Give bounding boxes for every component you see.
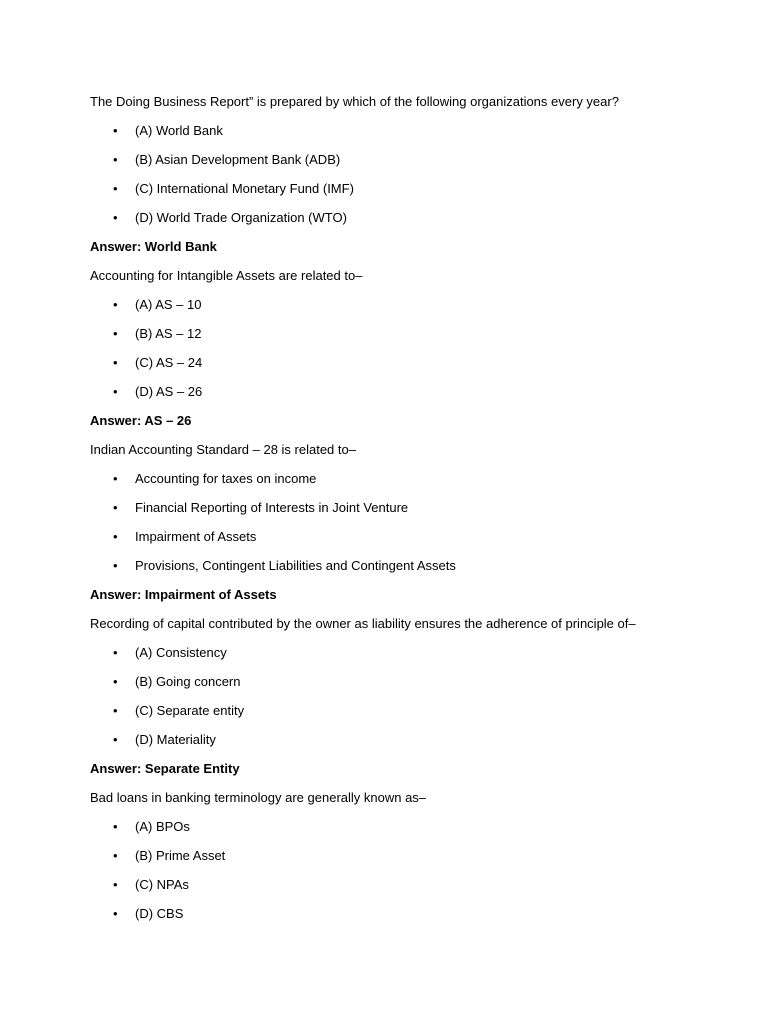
option-item [90,208,730,228]
answer-text: Answer: World Bank [90,239,217,254]
option-label: (A) AS – 10 [135,297,202,312]
bullet-icon: • [113,326,118,341]
option-label: (A) Consistency [135,645,227,660]
bullet-icon: • [113,645,118,660]
bullet-icon: • [113,819,118,834]
bullet-icon: • [113,384,118,399]
bullet-icon: • [113,123,118,138]
bullet-icon: • [113,674,118,689]
option-label: Provisions, Contingent Liabilities and Contingent Assets [135,558,456,573]
options-list [90,643,730,750]
option-item [90,701,730,721]
option-label: (B) Going concern [135,674,241,689]
option-label: Impairment of Assets [135,529,257,544]
option-item [90,324,730,344]
bullet-icon: • [113,703,118,718]
option-item [90,556,730,576]
answer-text: Answer: AS – 26 [90,413,192,428]
bullet-icon: • [113,355,118,370]
option-item [90,527,730,547]
bullet-icon: • [113,210,118,225]
option-label: Accounting for taxes on income [135,471,317,486]
option-item [90,382,730,402]
answer-text: Answer: Impairment of Assets [90,587,277,602]
option-item [90,846,730,866]
option-item [90,904,730,924]
option-item [90,672,730,692]
option-label: (A) World Bank [135,123,223,138]
answer-text: Answer: Separate Entity [90,761,240,776]
bullet-icon: • [113,181,118,196]
option-label: (D) Materiality [135,732,216,747]
option-item [90,730,730,750]
option-label: (D) AS – 26 [135,384,203,399]
bullet-icon: • [113,500,118,515]
bullet-icon: • [113,906,118,921]
bullet-icon: • [113,297,118,312]
option-item [90,150,730,170]
option-item [90,875,730,895]
option-label: (C) NPAs [135,877,189,892]
option-label: (B) Prime Asset [135,848,226,863]
option-label: (D) CBS [135,906,184,921]
bullet-icon: • [113,471,118,486]
bullet-icon: • [113,848,118,863]
option-item [90,121,730,141]
option-label: (C) International Monetary Fund (IMF) [135,181,354,196]
question-text: The Doing Business Report” is prepared by which of the following organizations every year? [90,94,619,109]
option-item [90,295,730,315]
document-body [90,92,730,933]
question-text: Indian Accounting Standard – 28 is related to– [90,442,356,457]
bullet-icon: • [113,558,118,573]
bullet-icon: • [113,152,118,167]
options-list [90,469,730,576]
option-label: (C) AS – 24 [135,355,203,370]
option-item [90,498,730,518]
option-label: (D) World Trade Organization (WTO) [135,210,347,225]
option-label: (B) Asian Development Bank (ADB) [135,152,341,167]
question-text: Accounting for Intangible Assets are related to– [90,268,363,283]
option-label: (B) AS – 12 [135,326,202,341]
option-label: Financial Reporting of Interests in Joint Venture [135,500,409,515]
option-item [90,643,730,663]
options-list [90,121,730,228]
option-label: (C) Separate entity [135,703,245,718]
option-item [90,469,730,489]
option-item [90,179,730,199]
option-item [90,817,730,837]
options-list [90,817,730,924]
question-text: Recording of capital contributed by the owner as liability ensures the adherence of principle of– [90,616,636,631]
question-text: Bad loans in banking terminology are generally known as– [90,790,427,805]
options-list [90,295,730,402]
option-label: (A) BPOs [135,819,190,834]
bullet-icon: • [113,732,118,747]
bullet-icon: • [113,529,118,544]
option-item [90,353,730,373]
bullet-icon: • [113,877,118,892]
